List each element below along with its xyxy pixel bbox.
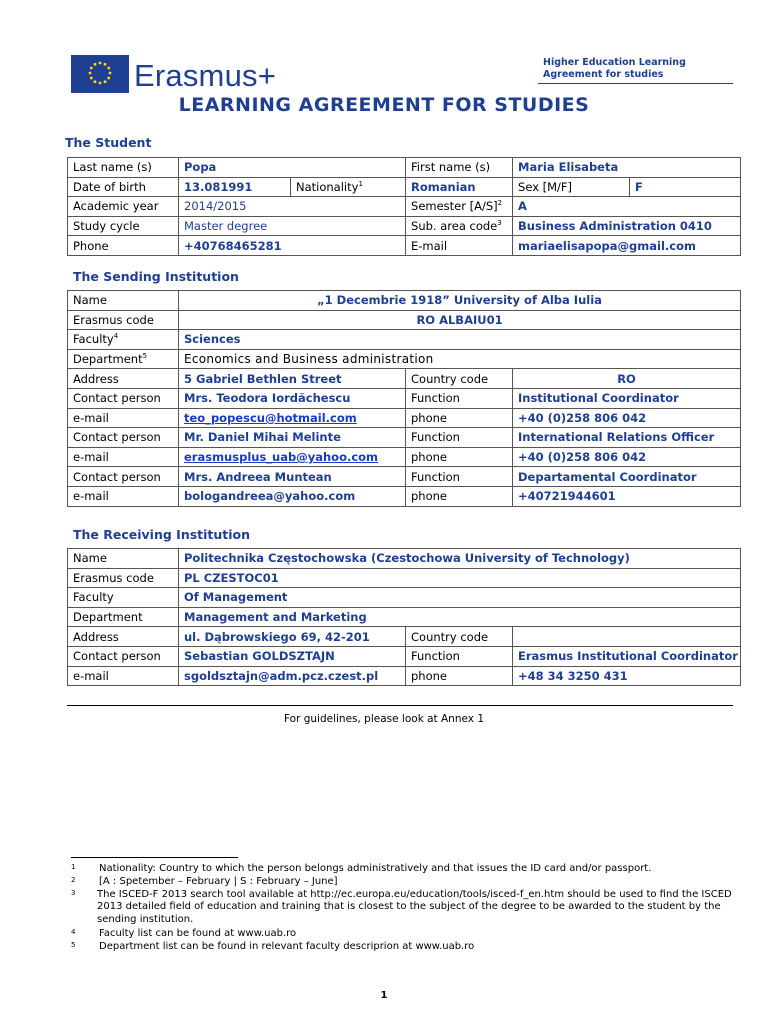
table-row (68, 666, 741, 686)
table-row (68, 236, 741, 256)
table-row (68, 216, 741, 236)
semester-label: Semester $[A/S]^2$ (406, 197, 513, 217)
contact-person-value: Mrs. Teodora Iordăchescu (179, 388, 406, 408)
document-title: LEARNING AGREEMENT FOR STUDIES (178, 94, 590, 116)
footnote-ref: 1 (358, 180, 363, 189)
contact-email-value (179, 408, 406, 428)
contact-phone-value: +40 (0)258 806 042 (513, 447, 741, 467)
eu-flag-icon (71, 55, 129, 93)
contact-email-value: bologandreea@yahoo.com (179, 486, 406, 506)
contact-person-value: Mrs. Andreea Muntean (179, 467, 406, 487)
header-program-text: Higher Education Learning Agreement for studies (543, 57, 686, 80)
table-row (68, 369, 741, 389)
table-row (68, 486, 741, 506)
sending-faculty-label: Faculty$^4$ (68, 330, 179, 350)
sending-name-value: „1 Decembrie 1918” University of Alba Iulia (179, 291, 741, 311)
receiving-code-value: PL CZESTOC01 (179, 568, 741, 588)
contact-person-value: Sebastian GOLDSZTAJN (179, 646, 406, 666)
guidelines-note: For guidelines, please look at Annex 1 (283, 713, 485, 725)
footnote (71, 876, 741, 888)
contact-email-value (179, 447, 406, 467)
footnote-text: [A : Spetember – February | S : February – June] (99, 876, 338, 887)
erasmus-logo (71, 55, 311, 95)
function-label: Function (406, 388, 513, 408)
footnote-text: Faculty list can be found at www.uab.ro (99, 928, 297, 939)
nationality-value: Romanian (406, 177, 513, 197)
sending-code-value: RO ALBAIU01 (179, 310, 741, 330)
receiving-faculty-value: Of Management (179, 588, 741, 608)
page-number: 1 (380, 990, 388, 1001)
email-label: E-mail (406, 236, 513, 256)
header-divider (538, 83, 733, 84)
last-name-label: Last name (s) (68, 158, 179, 178)
sex-label: Sex [M/F] (513, 177, 630, 197)
sending-code-label: Erasmus code (68, 310, 179, 330)
function-label: Function (406, 428, 513, 448)
semester-value: A (513, 197, 741, 217)
sending-name-label: Name (68, 291, 179, 311)
function-value: Institutional Coordinator (513, 388, 741, 408)
footnote (71, 889, 741, 926)
table-row (68, 588, 741, 608)
footnote-number: 5 (71, 941, 76, 949)
contact-person-value: Mr. Daniel Mihai Melinte (179, 428, 406, 448)
table-row (68, 310, 741, 330)
sending-faculty-value: Sciences (179, 330, 741, 350)
email-value: mariaelisapopa@gmail.com (513, 236, 741, 256)
table-row (68, 627, 741, 647)
table-row (68, 467, 741, 487)
table-row (68, 388, 741, 408)
contact-email-label: e-mail (68, 408, 179, 428)
contact-email-value: sgoldsztajn@adm.pcz.czest.pl (179, 666, 406, 686)
function-value: Departamental Coordinator (513, 467, 741, 487)
contact-phone-value: +40721944601 (513, 486, 741, 506)
subarea-label: Sub. area code$^3$ (406, 216, 513, 236)
nationality-label: Nationality$^1$ (291, 177, 406, 197)
receiving-faculty-label: Faculty (68, 588, 179, 608)
academic-year-label: Academic year (68, 197, 179, 217)
receiving-dept-label: Department (68, 607, 179, 627)
first-name-label: First name (s) (406, 158, 513, 178)
contact-phone-label: phone (406, 486, 513, 506)
receiving-address-value: ul. Dąbrowskiego 69, 42-201 (179, 627, 406, 647)
study-cycle-label: Study cycle (68, 216, 179, 236)
table-row (68, 447, 741, 467)
sending-address-label: Address (68, 369, 179, 389)
sending-address-value: 5 Gabriel Bethlen Street (179, 369, 406, 389)
footnote (71, 863, 741, 875)
footnote-number: 3 (71, 889, 76, 897)
footnote-ref: 2 (497, 199, 503, 208)
erasmus-brand-text: Erasmus+ (134, 58, 277, 93)
section-divider (67, 705, 733, 706)
contact-phone-label: phone (406, 447, 513, 467)
footnote-number: 1 (71, 863, 76, 871)
student-table (67, 157, 741, 256)
sending-country-label: Country code (406, 369, 513, 389)
contact-email-label: e-mail (68, 447, 179, 467)
footnote-text: Department list can be found in relevant faculty descriprion at www.uab.ro (99, 941, 475, 952)
footnote-ref: 4 (113, 332, 119, 341)
student-section-title: The Student (65, 135, 152, 150)
footnote-divider (71, 857, 238, 858)
email-link[interactable]: erasmusplus_uab@yahoo.com (184, 450, 379, 465)
contact-phone-label: phone (406, 666, 513, 686)
footnote-ref: 3 (497, 219, 502, 228)
contact-phone-value: +40 (0)258 806 042 (513, 408, 741, 428)
table-row (68, 349, 741, 369)
contact-person-label: Contact person (68, 388, 179, 408)
table-row (68, 428, 741, 448)
receiving-country-label: Country code (406, 627, 513, 647)
table-row (68, 549, 741, 569)
table-row (68, 291, 741, 311)
first-name-value: Maria Elisabeta (513, 158, 741, 178)
table-row (68, 408, 741, 428)
footnote (71, 928, 741, 940)
receiving-country-value (513, 627, 741, 647)
receiving-section-title: The Receiving Institution (73, 527, 251, 542)
footnote-text: Nationality: Country to which the person belongs administratively and that issues the ID card and/or passport. (99, 863, 652, 874)
sending-dept-value: Economics and Business administration (179, 349, 741, 369)
function-label: Function (406, 467, 513, 487)
phone-label: Phone (68, 236, 179, 256)
sending-section-title: The Sending Institution (73, 269, 239, 284)
sex-value: F (630, 177, 741, 197)
contact-email-label: e-mail (68, 486, 179, 506)
table-row (68, 646, 741, 666)
footnote-ref: 5 (142, 352, 148, 361)
table-row (68, 607, 741, 627)
footnote (71, 941, 741, 953)
study-cycle-value: Master degree (179, 216, 406, 236)
contact-phone-value: +48 34 3250 431 (513, 666, 741, 686)
last-name-value: Popa (179, 158, 406, 178)
table-row (68, 177, 741, 197)
dob-value: 13.081991 (179, 177, 291, 197)
function-value: International Relations Officer (513, 428, 741, 448)
function-value: Erasmus Institutional Coordinator (513, 646, 741, 666)
dob-label: Date of birth (68, 177, 179, 197)
receiving-code-label: Erasmus code (68, 568, 179, 588)
table-row (68, 330, 741, 350)
phone-value: +40768465281 (179, 236, 406, 256)
function-label: Function (406, 646, 513, 666)
receiving-table (67, 548, 741, 686)
subarea-value: Business Administration 0410 (513, 216, 741, 236)
contact-person-label: Contact person (68, 467, 179, 487)
sending-table (67, 290, 741, 507)
receiving-address-label: Address (68, 627, 179, 647)
email-link[interactable]: teo_popescu@hotmail.com (184, 410, 357, 425)
contact-email-label: e-mail (68, 666, 179, 686)
receiving-name-value: Politechnika Częstochowska (Czestochowa University of Technology) (179, 549, 741, 569)
footnote-number: 4 (71, 928, 76, 936)
table-row (68, 197, 741, 217)
contact-person-label: Contact person (68, 646, 179, 666)
contact-phone-label: phone (406, 408, 513, 428)
receiving-dept-value: Management and Marketing (179, 607, 741, 627)
receiving-name-label: Name (68, 549, 179, 569)
contact-person-label: Contact person (68, 428, 179, 448)
academic-year-value: 2014/2015 (179, 197, 406, 217)
footnote-text: The ISCED-F 2013 search tool available at http://ec.europa.eu/education/tools/isced-f_en.htm should be used to find the ISCED 2013 detailed field of education and training that is closest to the subject of the degree to be awarded to the student by the sending institution. (97, 889, 732, 925)
table-row (68, 158, 741, 178)
sending-country-value: RO (513, 369, 741, 389)
table-row (68, 568, 741, 588)
footnote-number: 2 (71, 876, 76, 884)
sending-dept-label: Department$^5$ (68, 349, 179, 369)
